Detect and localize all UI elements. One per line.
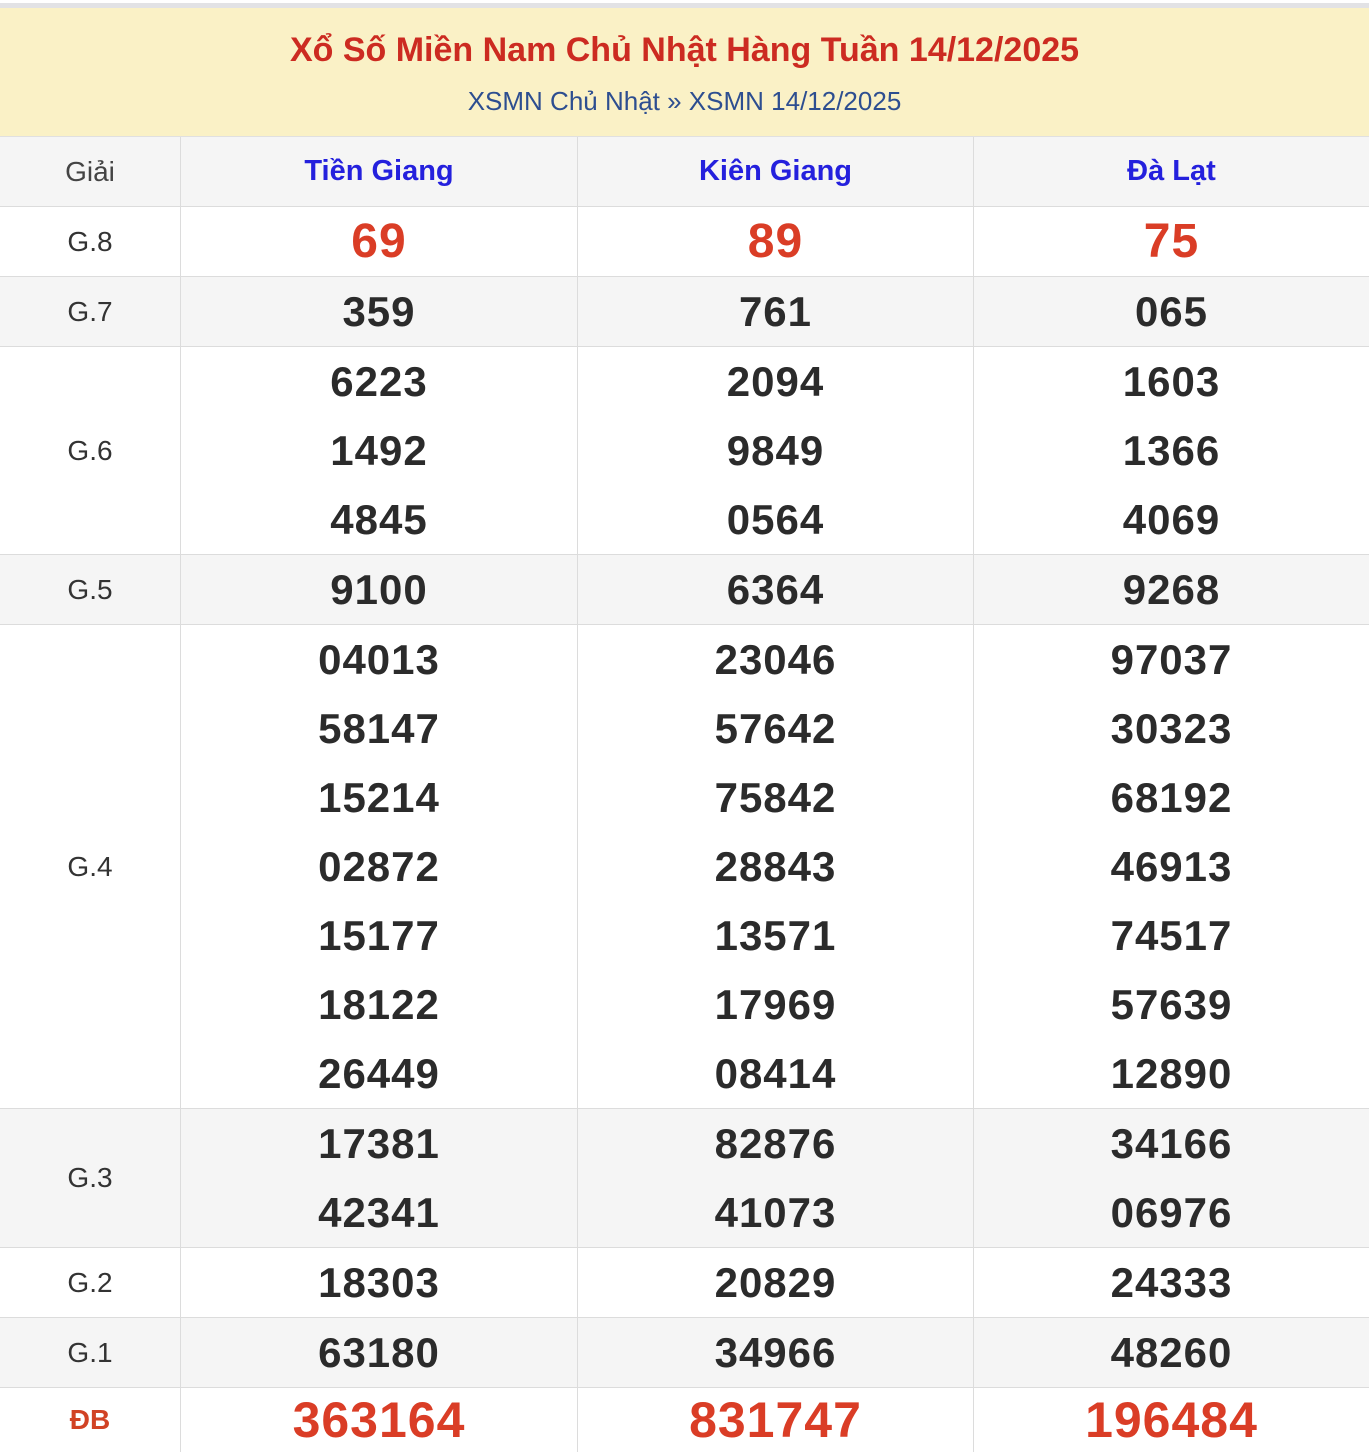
prize-row [0, 1109, 1369, 1248]
winning-number: 9268 [1122, 566, 1221, 613]
winning-number: 18303 [318, 1259, 440, 1306]
prize-numbers-cell [180, 1318, 577, 1387]
winning-number: 97037 [1110, 636, 1233, 683]
winning-number: 24333 [1110, 1259, 1233, 1306]
prize-numbers-cell [577, 277, 973, 346]
prize-numbers-cell [577, 1248, 973, 1317]
province-header-cell [973, 137, 1369, 206]
prize-numbers-cell [973, 625, 1369, 1108]
prize-numbers-cell [973, 1248, 1369, 1317]
page-title: Xổ Số Miền Nam Chủ Nhật Hàng Tuần 14/12/2025 [289, 31, 1080, 69]
winning-number: 6364 [726, 566, 825, 613]
winning-number: 4845 [330, 496, 428, 543]
winning-number: 30323 [1110, 705, 1233, 752]
prize-label: G.2 [67, 1266, 113, 1298]
winning-number: 57639 [1110, 981, 1233, 1028]
winning-number: 46913 [1110, 843, 1233, 890]
winning-number: 63180 [318, 1329, 440, 1376]
winning-number: 26449 [318, 1050, 440, 1097]
winning-number: 17381 [318, 1120, 440, 1167]
winning-number: 75 [1143, 215, 1200, 268]
winning-number: 359 [342, 288, 416, 335]
winning-number: 761 [738, 288, 813, 335]
prize-numbers-cell [180, 207, 577, 276]
winning-number: 41073 [714, 1189, 837, 1236]
prize-numbers-cell [577, 1318, 973, 1387]
prize-label: G.3 [67, 1162, 113, 1193]
prize-numbers-cell [973, 1388, 1369, 1452]
province-link-3[interactable]: Đà Lạt [1127, 155, 1216, 187]
prize-label: G.6 [67, 434, 113, 466]
winning-number: 58147 [318, 705, 440, 752]
prize-numbers-cell [180, 347, 577, 554]
winning-number: 1603 [1122, 358, 1221, 405]
prize-label: G.5 [67, 573, 113, 605]
winning-number: 74517 [1110, 912, 1233, 959]
winning-number: 1366 [1122, 427, 1221, 474]
prize-numbers-cell [180, 277, 577, 346]
prize-numbers-cell [577, 625, 973, 1108]
winning-number: 23046 [714, 636, 837, 683]
winning-number: 28843 [714, 843, 837, 890]
province-header-cell [577, 137, 973, 206]
winning-number: 17969 [714, 981, 837, 1028]
winning-number: 42341 [318, 1189, 440, 1236]
prize-numbers-cell [973, 277, 1369, 346]
winning-number: 13571 [714, 912, 837, 959]
winning-number: 04013 [318, 636, 440, 683]
prize-row [0, 1388, 1369, 1452]
winning-number: 34966 [714, 1329, 837, 1376]
prize-row [0, 555, 1369, 625]
prize-label: G.4 [67, 850, 113, 882]
prize-row [0, 277, 1369, 347]
province-header-cell [180, 137, 577, 206]
prize-numbers-cell [577, 555, 973, 624]
winning-number: 363164 [292, 1392, 466, 1448]
winning-number: 15214 [318, 774, 440, 821]
province-link-2[interactable]: Kiên Giang [698, 155, 853, 187]
winning-number: 831747 [689, 1392, 862, 1448]
prize-label: G.8 [67, 225, 113, 257]
prize-numbers-cell [180, 1388, 577, 1452]
prize-row [0, 1248, 1369, 1318]
prize-numbers-cell [973, 555, 1369, 624]
winning-number: 9849 [726, 427, 825, 474]
winning-number: 82876 [714, 1120, 837, 1167]
prize-numbers-cell [973, 207, 1369, 276]
prize-label: G.1 [67, 1336, 113, 1368]
prize-numbers-cell [180, 555, 577, 624]
winning-number: 69 [351, 215, 407, 268]
winning-number: 196484 [1085, 1392, 1258, 1448]
prize-numbers-cell [577, 207, 973, 276]
winning-number: 57642 [714, 705, 837, 752]
prize-numbers-cell [180, 1109, 577, 1247]
prize-numbers-cell [973, 1318, 1369, 1387]
winning-number: 06976 [1110, 1189, 1233, 1236]
winning-number: 4069 [1122, 496, 1221, 543]
prize-label: G.7 [67, 295, 113, 327]
prize-numbers-cell [973, 1109, 1369, 1247]
prize-numbers-cell [577, 1388, 973, 1452]
winning-number: 20829 [714, 1259, 837, 1306]
prize-row [0, 1318, 1369, 1388]
winning-number: 065 [1134, 288, 1209, 335]
winning-number: 34166 [1110, 1120, 1233, 1167]
winning-number: 15177 [318, 912, 440, 959]
winning-number: 6223 [330, 358, 428, 405]
lottery-results-table [0, 136, 1369, 1452]
winning-number: 48260 [1110, 1329, 1233, 1376]
winning-number: 02872 [318, 843, 440, 890]
prize-numbers-cell [577, 1109, 973, 1247]
winning-number: 18122 [318, 981, 440, 1028]
prize-label: ĐB [69, 1404, 111, 1435]
prize-numbers-cell [180, 625, 577, 1108]
winning-number: 1492 [330, 427, 428, 474]
winning-number: 08414 [714, 1050, 837, 1097]
prize-column-header: Giải [65, 155, 115, 187]
prize-numbers-cell [973, 347, 1369, 554]
page-header [0, 8, 1369, 136]
prize-row [0, 347, 1369, 555]
winning-number: 0564 [726, 496, 825, 543]
winning-number: 68192 [1110, 774, 1233, 821]
prize-row [0, 207, 1369, 277]
winning-number: 2094 [726, 358, 825, 405]
winning-number: 9100 [330, 566, 428, 613]
prize-row [0, 625, 1369, 1109]
winning-number: 75842 [714, 774, 837, 821]
breadcrumb[interactable]: XSMN Chủ Nhật » XSMN 14/12/2025 [467, 86, 902, 116]
prize-numbers-cell [180, 1248, 577, 1317]
winning-number: 89 [747, 215, 804, 268]
prize-numbers-cell [577, 347, 973, 554]
province-link-1[interactable]: Tiền Giang [304, 155, 454, 187]
winning-number: 12890 [1110, 1050, 1233, 1097]
table-header-row [0, 137, 1369, 207]
